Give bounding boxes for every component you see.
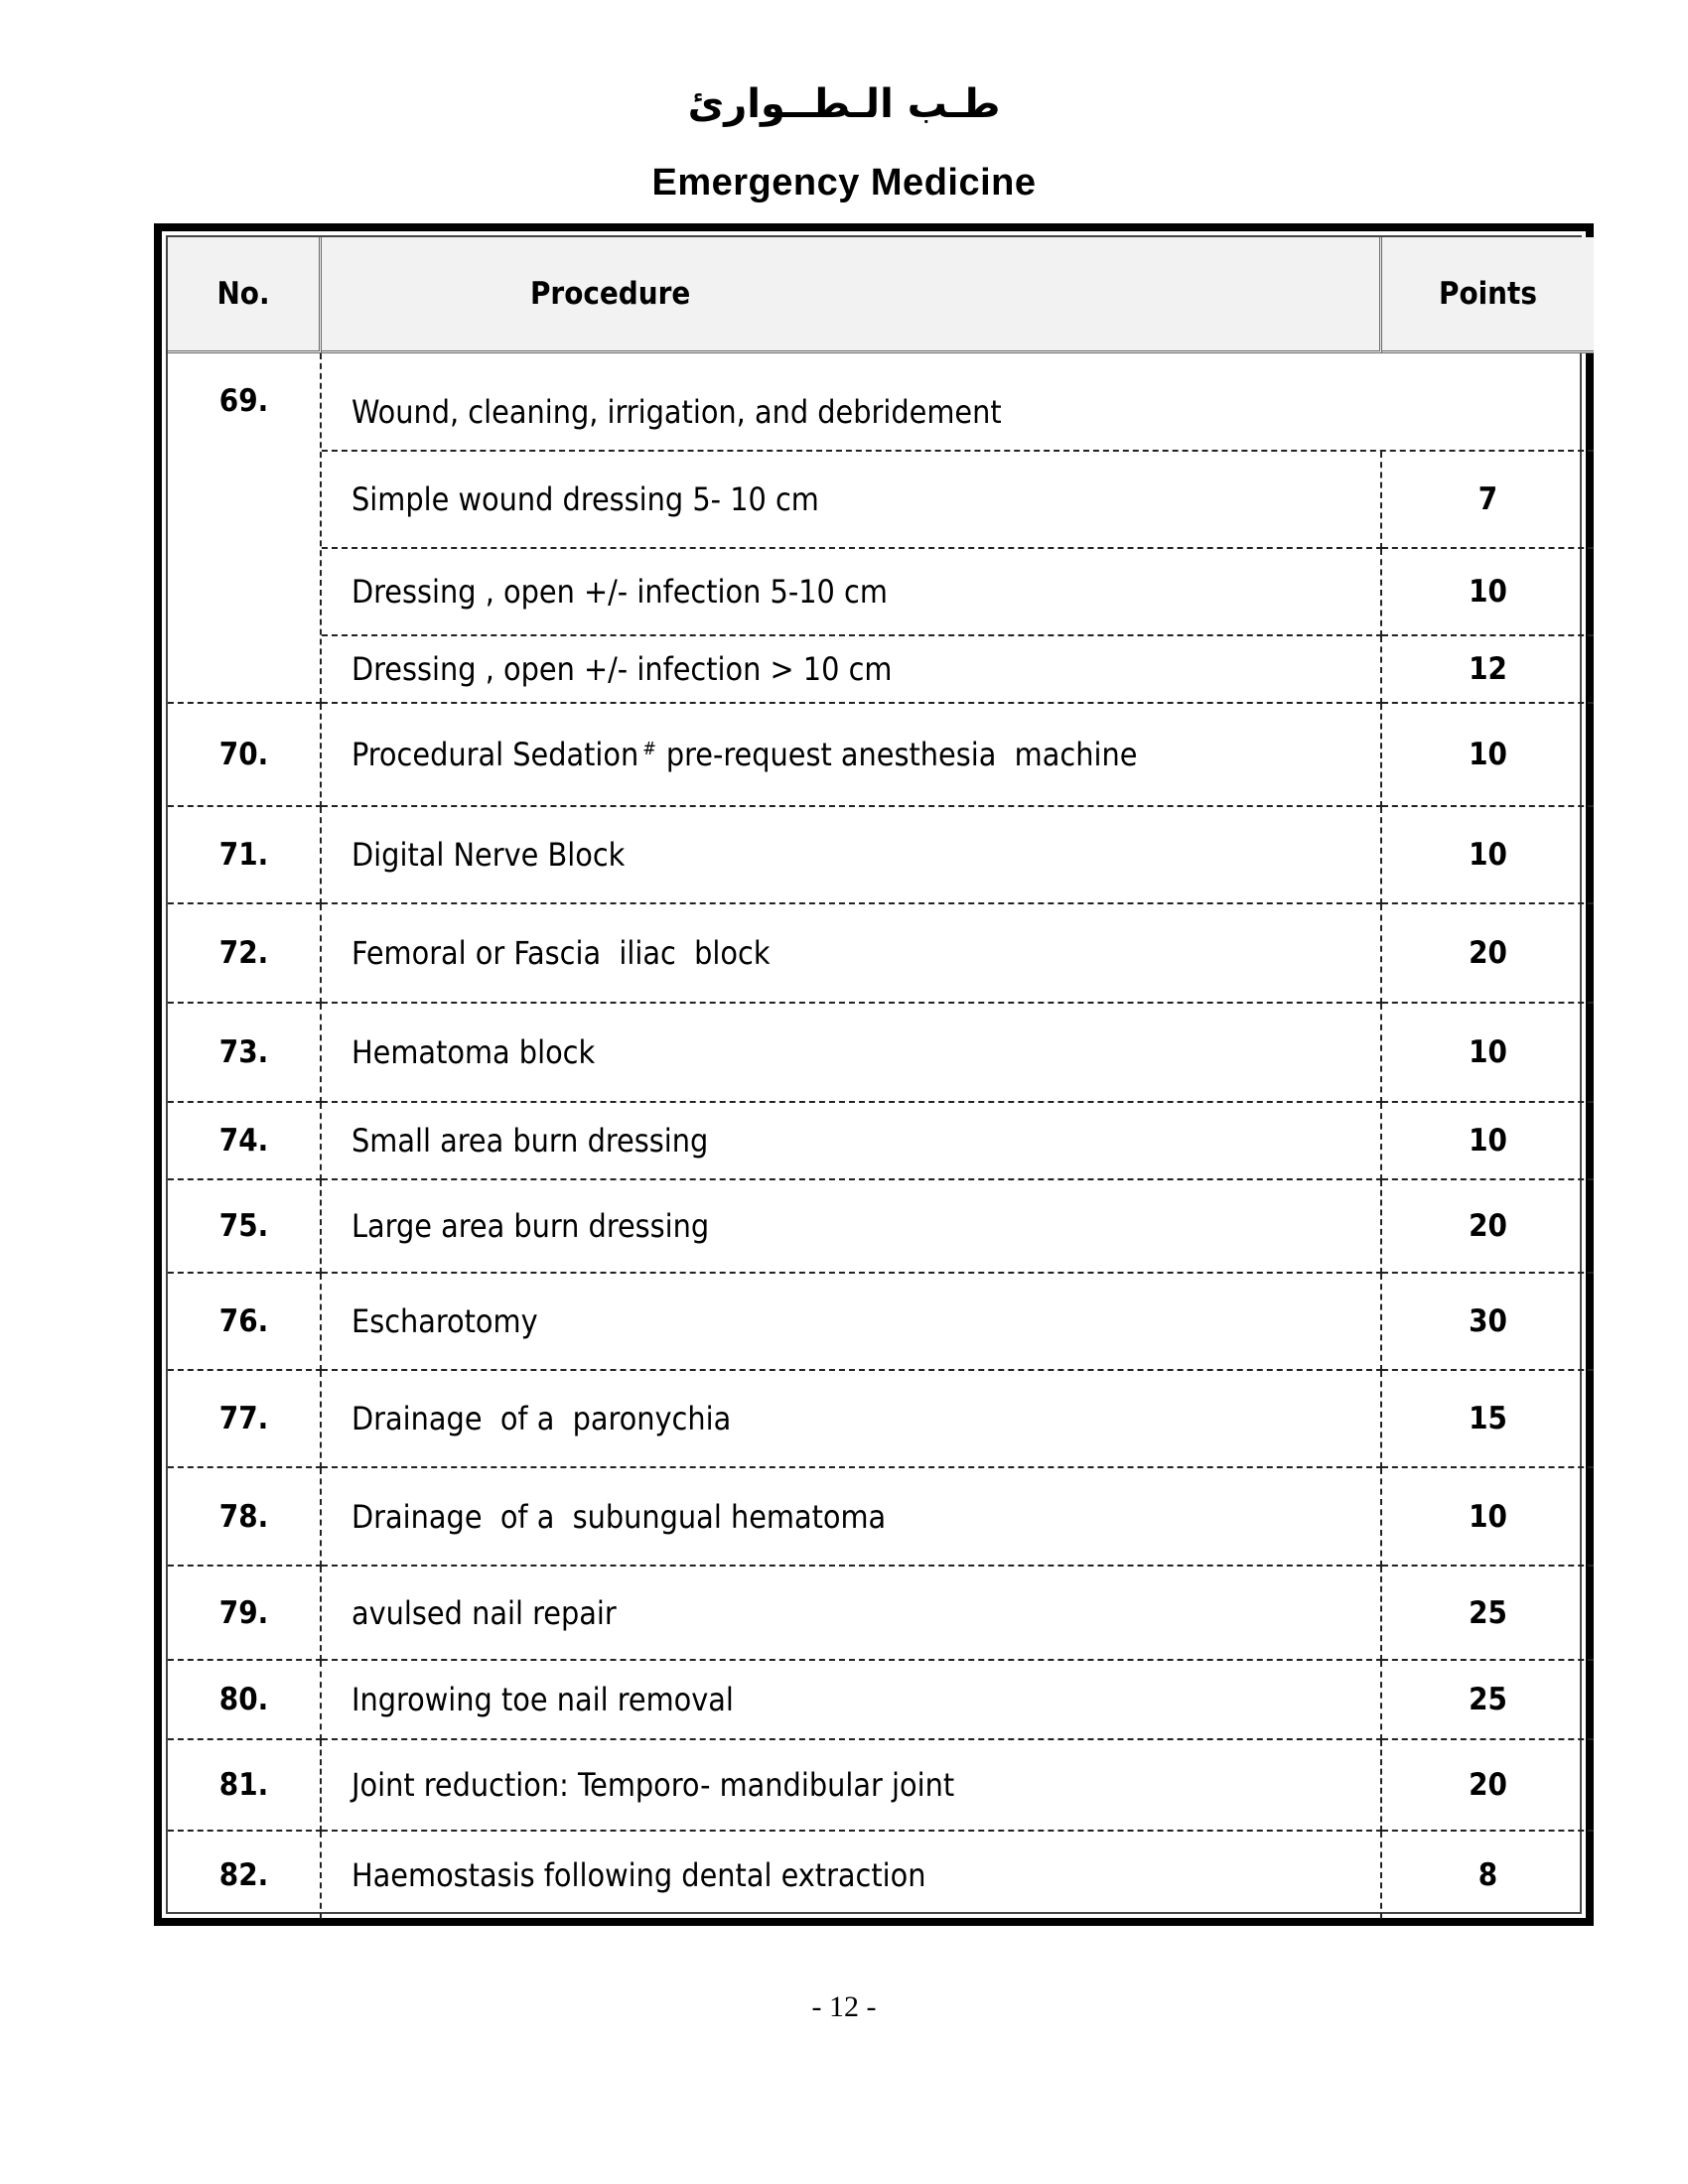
row-number: 78. <box>168 1468 322 1567</box>
procedures-table <box>154 223 1594 1926</box>
procedure-cell: avulsed nail repair <box>322 1567 1382 1661</box>
procedure-cell: Large area burn dressing <box>322 1180 1382 1274</box>
procedure-cell: Ingrowing toe nail removal <box>322 1661 1382 1740</box>
points-cell: 8 <box>1477 1857 1498 1893</box>
points-cell: 25 <box>1382 1567 1594 1661</box>
row-number: 80. <box>168 1661 322 1740</box>
row-number: 81. <box>168 1740 322 1832</box>
points-cell: 15 <box>1382 1371 1594 1468</box>
points-cell: 20 <box>1382 904 1594 1004</box>
column-header-points: Points <box>1382 237 1594 353</box>
row-number: 82. <box>168 1832 322 1919</box>
procedure-cell: Digital Nerve Block <box>322 807 1382 904</box>
column-header-procedure: Procedure <box>322 237 1382 353</box>
row-number: 71. <box>168 807 322 904</box>
points-cell: 12 <box>1382 636 1594 704</box>
page-number: - 12 - <box>811 1990 877 2023</box>
row-number: 74. <box>168 1103 322 1180</box>
procedure-cell: Dressing , open +/- infection 5-10 cm <box>322 549 1382 636</box>
procedure-text: pre-request anesthesia machine <box>665 736 1138 773</box>
points-cell: 10 <box>1382 807 1594 904</box>
row-number: 72. <box>168 904 322 1004</box>
row-number: 75. <box>168 1180 322 1274</box>
group-title: Wound, cleaning, irrigation, and debridement <box>322 353 1594 452</box>
points-cell: 10 <box>1382 549 1594 636</box>
points-cell: 7 <box>1382 452 1594 549</box>
points-cell: 20 <box>1382 1180 1594 1274</box>
column-header-no: No. <box>168 237 322 353</box>
points-cell: 10 <box>1382 1004 1594 1103</box>
procedure-cell: Simple wound dressing 5- 10 cm <box>322 452 1382 549</box>
points-cell: 25 <box>1382 1661 1594 1740</box>
procedure-cell: Haemostasis following dental extraction <box>322 1832 1382 1919</box>
procedure-cell <box>322 704 1382 807</box>
procedure-cell: Hematoma block <box>322 1004 1382 1103</box>
points-cell: 20 <box>1382 1740 1594 1832</box>
procedure-cell: Dressing , open +/- infection > 10 cm <box>322 636 1382 704</box>
procedure-cell: Joint reduction: Temporo- mandibular joint <box>322 1740 1382 1832</box>
points-cell: 10 <box>1382 1103 1594 1180</box>
points-cell: 30 <box>1382 1274 1594 1371</box>
table-inner <box>166 235 1582 1914</box>
row-number: 77. <box>168 1371 322 1468</box>
row-number: 76. <box>168 1274 322 1371</box>
row-number: 69. <box>168 353 322 704</box>
procedure-cell: Femoral or Fascia iliac block <box>322 904 1382 1004</box>
procedure-cell: Drainage of a paronychia <box>322 1371 1382 1468</box>
arabic-title: طـب الـطــوارئ <box>687 81 1001 127</box>
page-title: Emergency Medicine <box>651 162 1037 204</box>
procedure-text: Procedural Sedation <box>352 736 639 773</box>
footnote-marker: # <box>642 738 656 759</box>
procedure-cell: Small area burn dressing <box>322 1103 1382 1180</box>
procedure-cell: Escharotomy <box>322 1274 1382 1371</box>
row-number: 73. <box>168 1004 322 1103</box>
procedure-cell: Drainage of a subungual hematoma <box>322 1468 1382 1567</box>
points-cell: 10 <box>1382 704 1594 807</box>
row-number: 79. <box>168 1567 322 1661</box>
row-number: 70. <box>168 704 322 807</box>
points-cell: 10 <box>1382 1468 1594 1567</box>
